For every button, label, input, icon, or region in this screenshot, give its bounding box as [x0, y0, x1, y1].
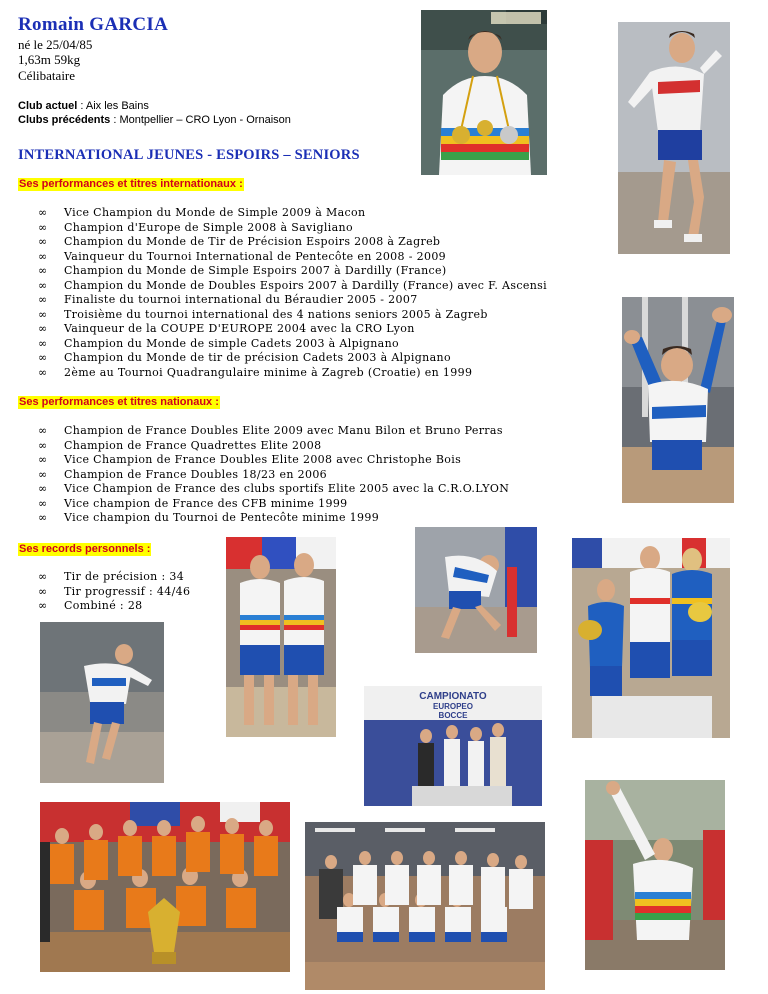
current-club-value: : Aix les Bains — [77, 100, 149, 112]
list-item: ∞ Finaliste du tournoi international du Béraudier 2005 - 2007 — [38, 293, 547, 308]
photo-podium-banner — [364, 686, 542, 806]
previous-clubs-label: Clubs précédents — [18, 114, 111, 126]
photo-team-trophies — [572, 538, 730, 738]
list-item: ∞ Champion d'Europe de Simple 2008 à Savigliano — [38, 221, 547, 236]
list-item: ∞ Vice champion du Tournoi de Pentecôte minime 1999 — [38, 511, 509, 526]
photo-player-throwing-2 — [622, 297, 734, 503]
list-item: ∞ Champion de France Quadrettes Elite 2008 — [38, 439, 509, 454]
list-item: ∞ Champion du Monde de Simple Espoirs 2007 à Dardilly (France) — [38, 264, 547, 279]
photo-portrait-medals — [421, 10, 547, 175]
banner-line1: CAMPIONATO — [419, 691, 487, 702]
list-item: ∞ Troisième du tournoi international des 4 nations seniors 2005 à Zagreb — [38, 308, 547, 323]
photo-two-players — [226, 537, 336, 737]
list-item: ∞ Champion du Monde de Tir de Précision Espoirs 2008 à Zagreb — [38, 235, 547, 250]
list-item: ∞ Champion de France Doubles 18/23 en 2006 — [38, 468, 509, 483]
list-item: ∞ Champion du Monde de tir de précision Cadets 2003 à Alpignano — [38, 351, 547, 366]
list-item: ∞ Vice Champion du Monde de Simple 2009 à Macon — [38, 206, 547, 221]
current-club — [18, 100, 149, 113]
photo-national-team — [305, 822, 545, 990]
previous-clubs-value: : Montpellier – CRO Lyon - Ornaison — [110, 114, 291, 126]
records-list — [38, 570, 190, 614]
banner-line3: BOCCE — [438, 711, 468, 720]
national-heading: Ses performances et titres nationaux : — [19, 396, 219, 408]
photo-player-throwing — [618, 22, 730, 254]
list-item: ∞ Champion du Monde de simple Cadets 2003 à Alpignano — [38, 337, 547, 352]
photo-player-celebrating — [585, 780, 725, 970]
birth-date: né le 25/04/85 — [18, 37, 93, 52]
records-heading: Ses records personnels : — [19, 543, 151, 555]
section-title: INTERNATIONAL JEUNES - ESPOIRS – SENIORS — [18, 147, 360, 163]
list-item: ∞ 2ème au Tournoi Quadrangulaire minime à Zagreb (Croatie) en 1999 — [38, 366, 547, 381]
international-heading: Ses performances et titres internationaux : — [19, 178, 243, 190]
list-item: ∞ Tir de précision : 34 — [38, 570, 190, 585]
height-weight: 1,63m 59kg — [18, 52, 81, 67]
list-item: ∞ Vice champion de France des CFB minime 1999 — [38, 497, 509, 512]
photo-player-crouching — [415, 527, 537, 653]
player-name: Romain GARCIA — [18, 14, 169, 35]
banner-line2: EUROPEO — [432, 702, 474, 711]
list-item: ∞ Tir progressif : 44/46 — [38, 585, 190, 600]
photo-orange-team — [40, 802, 290, 972]
marital-status: Célibataire — [18, 68, 76, 83]
list-item: ∞ Combiné : 28 — [38, 599, 190, 614]
international-list — [38, 206, 547, 381]
photo-player-jumping — [40, 622, 164, 783]
list-item: ∞ Vice Champion de France Doubles Elite 2008 avec Christophe Bois — [38, 453, 509, 468]
list-item: ∞ Champion de France Doubles Elite 2009 avec Manu Bilon et Bruno Perras — [38, 424, 509, 439]
previous-clubs — [18, 114, 291, 127]
current-club-label: Club actuel — [18, 100, 78, 112]
list-item: ∞ Champion du Monde de Doubles Espoirs 2007 à Dardilly (France) avec F. Ascensi — [38, 279, 547, 294]
list-item: ∞ Vainqueur de la COUPE D'EUROPE 2004 avec la CRO Lyon — [38, 322, 547, 337]
list-item: ∞ Vainqueur du Tournoi International de Pentecôte en 2008 - 2009 — [38, 250, 547, 265]
national-list — [38, 424, 509, 526]
list-item: ∞ Vice Champion de France des clubs sportifs Elite 2005 avec la C.R.O.LYON — [38, 482, 509, 497]
